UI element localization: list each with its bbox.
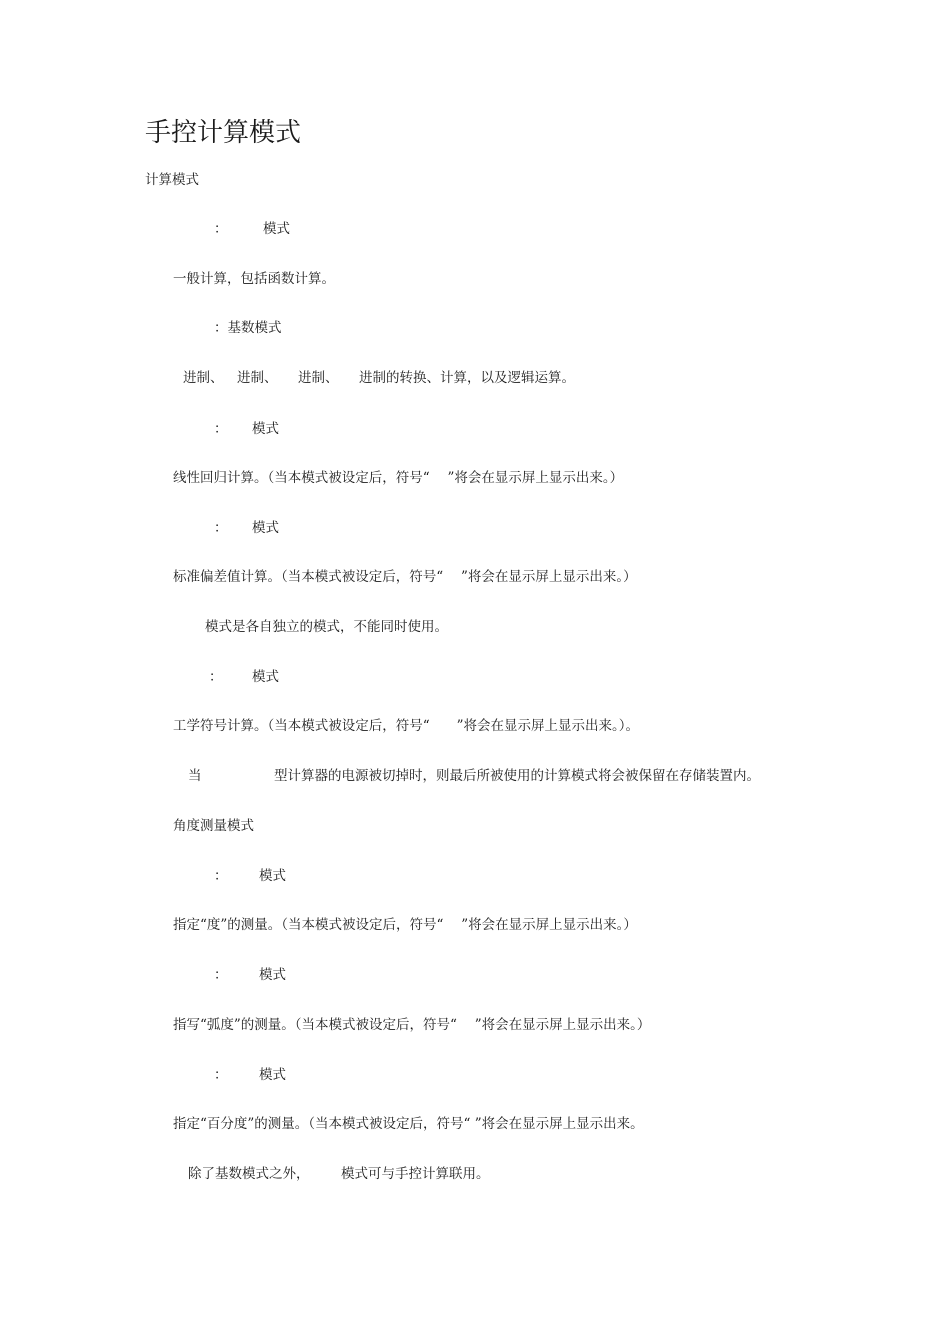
base-text-1: 进制、 — [183, 370, 224, 386]
note-text-prefix: 除了基数模式之外， — [188, 1166, 310, 1182]
mode-description: 一般计算，包括函数计算。 — [173, 271, 335, 287]
mode-label-colon: ： — [214, 421, 228, 437]
mode-description: 工学符号计算。（当本模式被设定后，符号“ ”将会在显示屏上显示出来。）。 — [173, 718, 640, 734]
mode-label: ：基数模式 — [214, 320, 282, 336]
mode-label: 模式 — [252, 520, 279, 536]
mode-label-colon: ： — [214, 868, 228, 884]
note-text-prefix: 当 — [188, 768, 202, 784]
mode-label: 模式 — [252, 669, 279, 685]
mode-label: 模式 — [263, 221, 290, 237]
mode-description: 指写“弧度”的测量。（当本模式被设定后，符号“ ”将会在显示屏上显示出来。） — [173, 1017, 651, 1033]
mode-label-colon: ： — [214, 221, 228, 237]
mode-label-colon: ： — [214, 967, 228, 983]
note-text: 型计算器的电源被切掉时，则最后所被使用的计算模式将会被保留在存储装置内。 — [274, 768, 760, 784]
mode-description: 指定“百分度”的测量。（当本模式被设定后，符号“ ”将会在显示屏上显示出来。 — [173, 1116, 644, 1132]
section-heading-calc-mode: 计算模式 — [145, 172, 199, 188]
mode-description: 线性回归计算。（当本模式被设定后，符号“ ”将会在显示屏上显示出来。） — [173, 470, 624, 486]
mode-label-colon: ： — [214, 520, 228, 536]
base-text-3: 进制、 — [298, 370, 339, 386]
base-text-4: 进制的转换、计算，以及逻辑运算。 — [359, 370, 575, 386]
mode-label-colon: ： — [214, 1067, 228, 1083]
base-text-2: 进制、 — [237, 370, 278, 386]
note-text: 模式是各自独立的模式，不能同时使用。 — [205, 619, 448, 635]
mode-label-colon: ： — [209, 669, 223, 685]
note-text: 模式可与手控计算联用。 — [341, 1166, 490, 1182]
mode-label: 模式 — [252, 421, 279, 437]
mode-description: 指定“度”的测量。（当本模式被设定后，符号“ ”将会在显示屏上显示出来。） — [173, 917, 637, 933]
mode-description: 标准偏差值计算。（当本模式被设定后，符号“ ”将会在显示屏上显示出来。） — [173, 569, 637, 585]
section-heading-angle-mode: 角度测量模式 — [173, 818, 254, 834]
mode-label: 模式 — [259, 1067, 286, 1083]
mode-label: 模式 — [259, 967, 286, 983]
mode-label: 模式 — [259, 868, 286, 884]
page-title: 手控计算模式 — [145, 118, 302, 148]
